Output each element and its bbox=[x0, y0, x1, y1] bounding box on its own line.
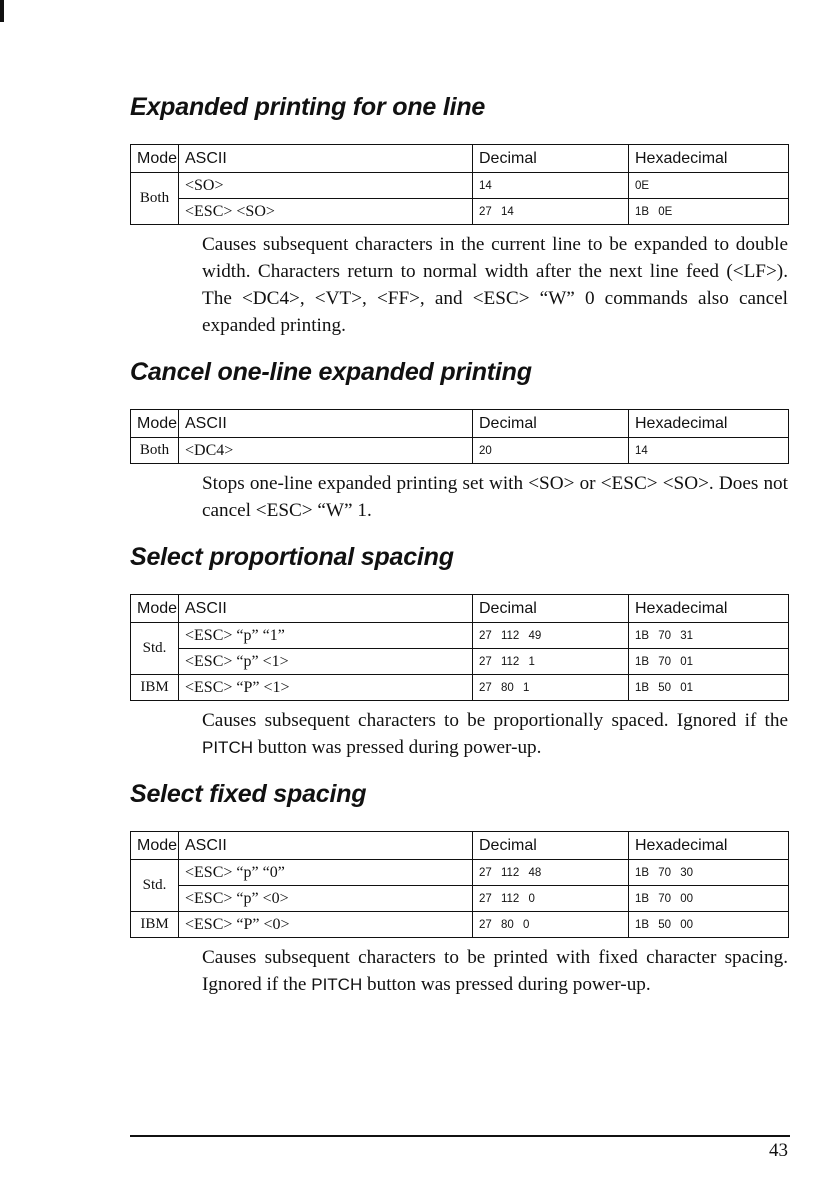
decimal-cell: 27 112 1 bbox=[473, 649, 629, 675]
footer-rule bbox=[130, 1135, 790, 1137]
table-row bbox=[131, 860, 789, 886]
ascii-cell: <ESC> “P” <0> bbox=[179, 912, 473, 938]
table-row bbox=[131, 912, 789, 938]
header-decimal: Decimal bbox=[473, 410, 629, 438]
decimal-cell: 27 112 48 bbox=[473, 860, 629, 886]
section-description: Causes subsequent characters in the current line to be expanded to double width. Characters return to normal width after the next line feed (<LF>). The <DC4>, <VT>, <FF>, and <ESC> “W” 0 commands also cancel expanded printing. bbox=[202, 234, 788, 336]
ascii-cell: <ESC> “p” <0> bbox=[179, 886, 473, 912]
description-text: button was pressed during power-up. bbox=[253, 737, 542, 758]
mode-cell: Both bbox=[131, 173, 179, 225]
hex-cell: 0E bbox=[629, 173, 789, 199]
section-title: Cancel one-line expanded printing bbox=[130, 358, 532, 386]
ascii-cell: <ESC> <SO> bbox=[179, 199, 473, 225]
decimal-cell: 20 bbox=[473, 438, 629, 464]
hex-cell: 14 bbox=[629, 438, 789, 464]
header-ascii: ASCII bbox=[179, 832, 473, 860]
section-fixed-spacing bbox=[130, 775, 790, 998]
decimal-cell: 27 80 1 bbox=[473, 675, 629, 701]
table-header-row bbox=[131, 410, 789, 438]
hex-cell: 1B 0E bbox=[629, 199, 789, 225]
section-description bbox=[202, 944, 788, 998]
header-mode: Mode bbox=[131, 410, 179, 438]
header-ascii: ASCII bbox=[179, 410, 473, 438]
table-row bbox=[131, 623, 789, 649]
pitch-button-name: PITCH bbox=[311, 975, 363, 994]
decimal-cell: 27 14 bbox=[473, 199, 629, 225]
mode-cell: IBM bbox=[131, 912, 179, 938]
table-row bbox=[131, 649, 789, 675]
header-decimal: Decimal bbox=[473, 145, 629, 173]
hex-cell: 1B 50 00 bbox=[629, 912, 789, 938]
decimal-cell: 27 80 0 bbox=[473, 912, 629, 938]
section-cancel-one-line bbox=[130, 353, 790, 524]
section-description: Stops one-line expanded printing set with <SO> or <ESC> <SO>. Does not cancel <ESC> “W” 1. bbox=[202, 473, 788, 521]
header-decimal: Decimal bbox=[473, 832, 629, 860]
margin-mark bbox=[0, 0, 4, 22]
table-row bbox=[131, 199, 789, 225]
description-text: Causes subsequent characters to be printed with fixed character spacing. Ignored if the bbox=[202, 947, 788, 995]
hex-cell: 1B 70 00 bbox=[629, 886, 789, 912]
section-title: Select proportional spacing bbox=[130, 543, 454, 571]
command-table bbox=[130, 144, 789, 225]
pitch-button-name: PITCH bbox=[202, 738, 253, 757]
ascii-cell: <SO> bbox=[179, 173, 473, 199]
hex-cell: 1B 50 01 bbox=[629, 675, 789, 701]
table-row bbox=[131, 173, 789, 199]
hex-cell: 1B 70 30 bbox=[629, 860, 789, 886]
section-title: Expanded printing for one line bbox=[130, 93, 486, 121]
mode-cell: Both bbox=[131, 438, 179, 464]
description-text: Causes subsequent characters to be proportionally spaced. Ignored if the bbox=[202, 710, 788, 731]
section-proportional-spacing bbox=[130, 538, 790, 761]
mode-cell: Std. bbox=[131, 860, 179, 912]
decimal-cell: 27 112 49 bbox=[473, 623, 629, 649]
header-hexadecimal: Hexadecimal bbox=[629, 410, 789, 438]
ascii-cell: <ESC> “p” <1> bbox=[179, 649, 473, 675]
hex-cell: 1B 70 31 bbox=[629, 623, 789, 649]
header-decimal: Decimal bbox=[473, 595, 629, 623]
table-header-row bbox=[131, 145, 789, 173]
header-ascii: ASCII bbox=[179, 145, 473, 173]
header-mode: Mode bbox=[131, 145, 179, 173]
page-number: 43 bbox=[769, 1140, 788, 1161]
page-content bbox=[130, 88, 790, 998]
header-mode: Mode bbox=[131, 595, 179, 623]
table-row bbox=[131, 886, 789, 912]
table-row bbox=[131, 438, 789, 464]
section-expanded-one-line bbox=[130, 88, 790, 339]
header-hexadecimal: Hexadecimal bbox=[629, 832, 789, 860]
mode-cell: IBM bbox=[131, 675, 179, 701]
ascii-cell: <ESC> “p” “1” bbox=[179, 623, 473, 649]
ascii-cell: <DC4> bbox=[179, 438, 473, 464]
decimal-cell: 27 112 0 bbox=[473, 886, 629, 912]
table-row bbox=[131, 675, 789, 701]
mode-cell: Std. bbox=[131, 623, 179, 675]
command-table bbox=[130, 594, 789, 701]
table-header-row bbox=[131, 595, 789, 623]
header-mode: Mode bbox=[131, 832, 179, 860]
command-table bbox=[130, 831, 789, 938]
header-hexadecimal: Hexadecimal bbox=[629, 595, 789, 623]
table-header-row bbox=[131, 832, 789, 860]
description-text: button was pressed during power-up. bbox=[362, 974, 651, 995]
section-description bbox=[202, 707, 788, 761]
section-title: Select fixed spacing bbox=[130, 780, 367, 808]
command-table bbox=[130, 409, 789, 464]
hex-cell: 1B 70 01 bbox=[629, 649, 789, 675]
ascii-cell: <ESC> “P” <1> bbox=[179, 675, 473, 701]
header-hexadecimal: Hexadecimal bbox=[629, 145, 789, 173]
decimal-cell: 14 bbox=[473, 173, 629, 199]
ascii-cell: <ESC> “p” “0” bbox=[179, 860, 473, 886]
header-ascii: ASCII bbox=[179, 595, 473, 623]
